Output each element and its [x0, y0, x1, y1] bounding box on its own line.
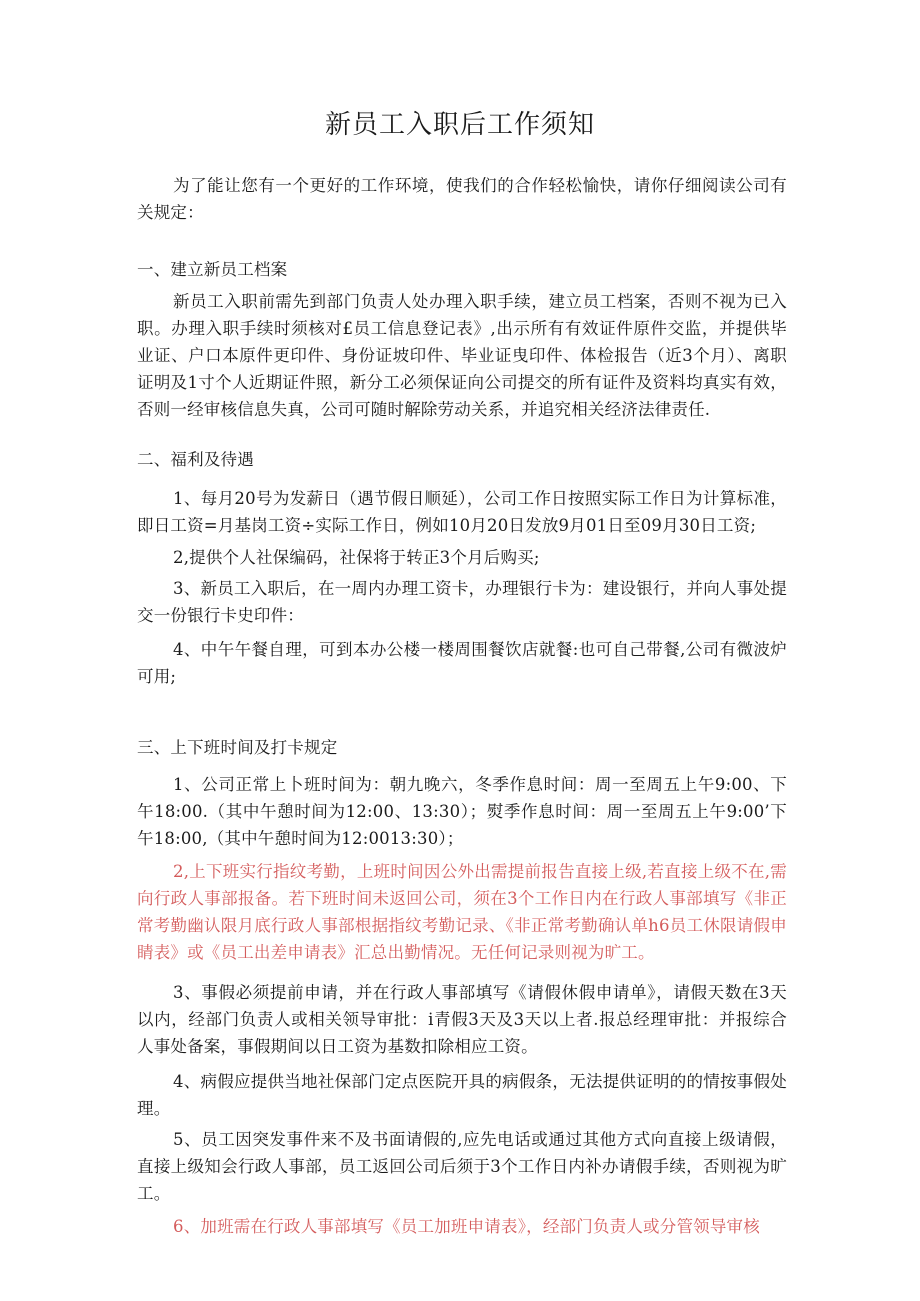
section-2-paragraph-2: 2,提供个人社保编码，社保将于转正3个月后购买; [173, 548, 540, 567]
section-2-paragraph-1: 1、每月20号为发薪日（遇节假日顺延），公司工作日按照实际工作日为计算标准，即日工资=月基岗工资÷实际工作日，例如10月20日发放9月01日至09月30日工资; [137, 489, 787, 535]
section-3-paragraph-5: 5、员工因突发事件来不及书面请假的,应先电话或通过其他方式向直接上级请假，直接上级知会行政人事部，员工返回公司后须于3个工作日内补办请假手续，否则视为旷工。 [137, 1130, 787, 1203]
section-3-paragraph-6: 6、加班需在行政人事部填写《员工加班申请表》，经部门负责人或分管领导审核 [173, 1217, 760, 1236]
intro-paragraph: 为了能让您有一个更好的工作环境，使我们的合作轻松愉快，请你仔细阅读公司有关规定： [137, 176, 787, 222]
section-2-paragraph-4: 4、中午午餐自理，可到本办公楼一楼周围餐饮店就餐:也可自己带餐,公司有微波炉可用; [137, 640, 787, 686]
section-3-paragraph-4: 4、病假应提供当地社保部门定点医院开具的病假条，无法提供证明的的情按事假处理。 [137, 1072, 787, 1118]
section-3-paragraph-3: 3、事假必须提前申请，并在行政人事部填写《请假休假申请单》，请假天数在3天以内，经部门负责人或相关领导审批：i青假3天及3天以上者.报总经理审批：并报综合人事处备案，事假期间以日工资为基数扣除相应工资。 [137, 983, 787, 1056]
section-3-paragraph-1: 1、公司正常上卜班时间为：朝九晚六，冬季作息时间：周一至周五上午9:00、下午18:00.（其中午憩时间为12:00、13:30）；熨季作息时间：周一至周五上午9:00’下午18:00,（其中午憩时间为12:0013:30）； [137, 775, 787, 848]
document-title: 新员工入职后工作须知 [324, 110, 595, 140]
section-1-heading: 一、建立新员工档案 [137, 260, 288, 279]
section-1-paragraph-1: 新员工入职前需先到部门负责人处办理入职手续，建立员工档案，否则不视为已入职。办理入职手续时须核对£员工信息登记表》,出示所有有效证件原件交监，并提供毕业证、户口本原件更印件、身份证坡印件、毕业证曳印件、体检报告（近3个月）、离职证明及1寸个人近期证件照，新分工必须保证向公司提交的所有证件及资料均真实有效，否则一经审核信息失真，公司可随时解除劳动关系，并追究相关经济法律责任. [137, 292, 787, 419]
section-3-heading: 三、上下班时间及打卡规定 [137, 738, 338, 757]
section-3-paragraph-2: 2,上下班实行指纹考勤，上班时间因公外出需提前报告直接上级,若直接上级不在,需向行政人事部报备。若下班时间未返回公司，须在3个工作日内在行政人事部填写《非正常考勤幽认限月底行政人事部根据指纹考勤记录、《非正常考勤确认单h6员工休限请假申睛表》或《员工出差申请表》汇总出勤情况。无任何记录则视为旷工。 [137, 862, 787, 962]
section-2-heading: 二、福利及待遇 [137, 450, 254, 469]
section-2-paragraph-3: 3、新员工入职后，在一周内办理工资卡，办理银行卡为：建设银行，并向人事处提交一份银行卡史印件： [137, 579, 787, 625]
